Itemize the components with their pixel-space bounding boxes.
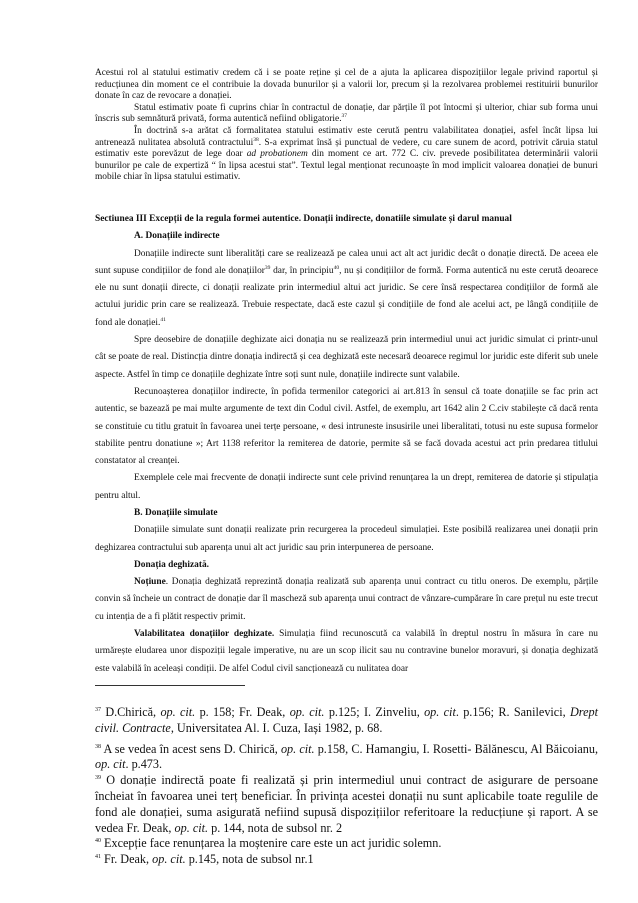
footnotes (95, 705, 598, 868)
subheading-indirect: A. Donațiile indirecte (134, 231, 220, 242)
paragraph-validity: Valabilitatea donațiilor deghizate. Simulația fiind recunoscută ca valabilă în dreptul nostru în măsura în care nu urmărește eludarea unor dispoziții legale imperative, nu are un scop ilicit sau nu contravine bunelor moravuri, și donația deghizată este valabilă în aceleași condiții. De alfel Codul civil sancționează cu nulitatea doar (95, 629, 598, 674)
footnote-divider (95, 685, 245, 686)
footnote-ref: 38 (253, 136, 259, 143)
paragraph-indirect-2: Spre deosebire de donațiile deghizate aici donația nu se realizează prin intermediul unui act juridic simulat ci printr-unul cât se poate de real. Distincția dintre donația indirectă și cea deghizată este necesară deoarece regimul lor juridic este diferit sub unele aspecte. Astfel în timp ce donațiile deghizate între soți sunt nule, donațiile indirecte sunt valabile. (95, 335, 598, 380)
paragraph-notion: Noțiune. Donația deghizată reprezintă donația realizată sub aparența unui contract cu titlu oneros. De exemplu, părțile convin să încheie un contract de donație dar îl mascheză sub aparența unui contract de vânzare-cumpărare în care prețul nu este trecut cu intenția de a fi plătit respectiv primit. (95, 577, 598, 622)
intro-paragraph-2: Statul estimativ poate fi cuprins chiar în contractul de donație, dar părțile îl pot întocmi și ulterior, chiar sub forma unui înscris sub semnătură privată, forma autentică nefiind obligatorie.$^{37}$ (95, 102, 598, 125)
footnote-38: $^{38}$ A se vedea în acest sens D. Chirică, op. cit. p.158, C. Hamangiu, I. Rosetti- Bălănescu, Al Băicoianu, op. cit. p.473. (95, 741, 598, 772)
section-heading: Sectiunea III Excepții de la regula formei autentice. Donații indirecte, donatiile simulate și darul manual (95, 213, 512, 224)
footnote-39: $^{39}$ O donație indirectă poate fi realizată și prin intermediul unui contract de asigurare de persoane încheiat în favoarea unei terț beneficiar. În privința acestei donații nu sunt aplicabile toate regulile de fond ale donației, suma asigurată nefiind supusă dispozițiilor referitoare la reducțiune și raport. A se vedea Fr. Deak, op. cit. p. 144, nota de subsol nr. 2 (95, 773, 598, 835)
section-block (95, 211, 598, 678)
intro-block (95, 68, 598, 184)
subheading-disguised: Donația deghizată. (134, 559, 209, 570)
footnote-37: $^{37}$ D.Chirică, op. cit. p. 158; Fr. Deak, op. cit. p.125; I. Zinveliu, op. cit. p.156; R. Sanilevici, Drept civil. Contracte, Universitatea Al. I. Cuza, Iași 1982, p. 68. (95, 705, 598, 735)
paragraph-indirect-1: Donațiile indirecte sunt liberalități care se realizează pe calea unui act alt act juridic decât o donație directă. De aceea ele sunt supuse condițiilor de fond ale donațiilor$^{39}$ dar, în principiu$^{40}$, nu și condițiilor de formă. Forma autentică nu este cerută deoarece ele nu sunt donații directe, ci donații realizate prin intermediul altui act juridic. Se cere însă respectarea condițiilor de formă ale actului juridic prin care se realizează. Trebuie respectate, dacă este cazul și condițiile de fond ale acelui act, pe lângă condițiile de fond ale donației.$^{41}$ (95, 248, 598, 328)
paragraph-indirect-3: Recunoașterea donațiilor indirecte, în pofida termenilor categorici ai art.813 în sensul că toate donațiile se fac prin act autentic, se bazează pe mai multe argumente de text din Codul civil. Astfel, de exemplu, art 1642 alin 2 C.civ stabilește că dacă renta se constituie cu titlu gratuit în favoarea unei terțe persoane, « desi intruneste insusirile unei liberalitati, totusi nu este supusa formelor stabilite pentru donatiune »; Art 1138 referitor la remiterea de datorie, permite să se facă dovada acestui act prin predarea titlului constatator al creanței. (95, 386, 598, 467)
paragraph-simulated-1: Donațiile simulate sunt donații realizate prin recurgerea la procedeul simulației. Este posibilă realizarea unei donații prin deghizarea contractului sub aparența unui alt act juridic sau prin interpunerea de persoane. (95, 525, 598, 553)
footnote-ref: 37 (341, 113, 348, 120)
intro-paragraph-1: Acestui rol al statului estimativ credem că i se poate reține și cel de a ajuta la aplicarea dispozițiilor legale privind raportul și reducțiunea din moment ce el contribuie la dovada bunurilor și a valorii lor, precum și la rezolvarea problemei restituirii bunurilor donate în caz de revocare a donației. (95, 68, 598, 102)
footnote-40: $^{40}$ Excepție face renunțarea la moștenire care este un act juridic solemn. (95, 836, 442, 851)
subheading-simulated: B. Donațiile simulate (134, 507, 218, 518)
paragraph-indirect-4: Exemplele cele mai frecvente de donații indirecte sunt cele privind renunțarea la un drept, remiterea de datorie și stipulația pentru altul. (95, 473, 598, 501)
footnote-ref: 40 (333, 264, 340, 271)
intro-paragraph-3: În doctrină s-a arătat că formalitatea statului estimativ este cerută pentru valabilitatea donației, asfel încât lipsa lui antrenează nulitatea absolută contractului$^{38}$. S-a exprimat însă și punctual de vedere, cu care sunem de acord, potrivit căruia statul estimativ este porevăzut de lege doar ad probationem din moment ce art. 772 C. civ. prevede posibilitatea determinării valorii bunurilor pe cale de expertiză “ în lipsa acestui stat”. Textul legal menționat recunoaște în mod implicit valoarea donației de bunuri mobile chiar în lipsa statului estimativ. (95, 125, 598, 183)
footnote-ref: 39 (264, 264, 271, 271)
footnote-ref: 41 (160, 316, 166, 323)
footnote-41: $^{41}$ Fr. Deak, op. cit. p.145, nota de subsol nr.1 (95, 852, 314, 867)
